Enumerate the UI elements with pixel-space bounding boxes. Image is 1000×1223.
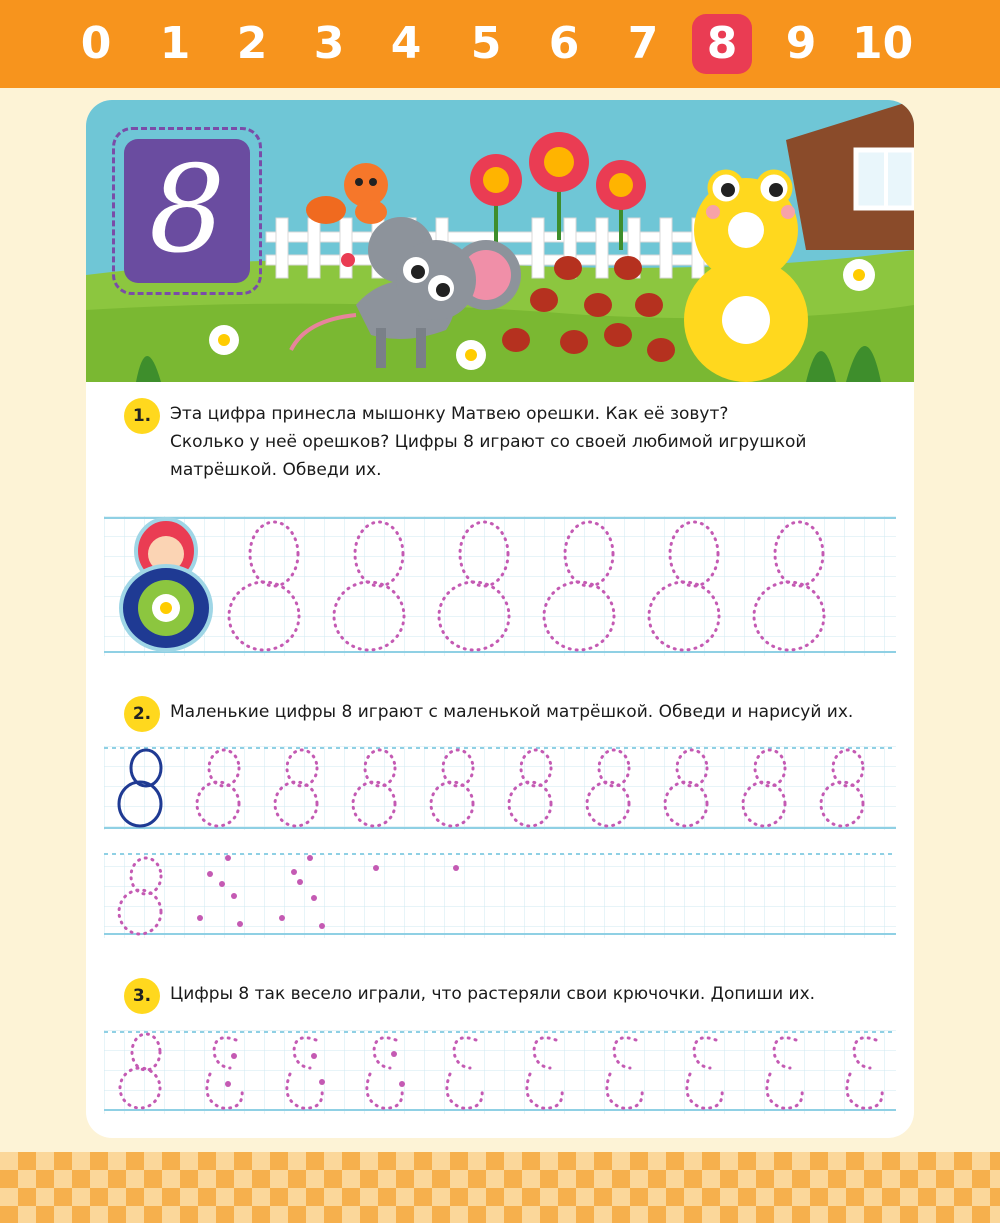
number-3[interactable]: 3 (313, 18, 345, 69)
task-3-badge: 3. (124, 978, 160, 1014)
number-4[interactable]: 4 (390, 18, 422, 69)
number-6[interactable]: 6 (548, 18, 580, 69)
number-5[interactable]: 5 (470, 18, 502, 69)
task-3-tracing-grid[interactable] (104, 1030, 896, 1114)
task-1-tracing-grid[interactable] (104, 516, 896, 656)
hero-digit: 8 (148, 141, 226, 280)
number-7[interactable]: 7 (627, 18, 659, 69)
task-3 (86, 978, 914, 1128)
checkered-footer (0, 1152, 1000, 1223)
worksheet-card (86, 100, 914, 1138)
task-2-tracing-grid[interactable] (104, 746, 896, 938)
number-10[interactable]: 10 (852, 18, 914, 69)
task-1-text: Эта цифра принесла мышонку Матвею орешки. Как её зовут? Сколько у неё орешков? Цифры 8 играют со своей любимой игрушкой матрёшкой. Обведи их. (170, 404, 807, 480)
task-1-badge: 1. (124, 398, 160, 434)
task-1 (86, 398, 914, 658)
number-1[interactable]: 1 (159, 18, 191, 69)
number-2[interactable]: 2 (236, 18, 268, 69)
task-2-text: Маленькие цифры 8 играют с маленькой матрёшкой. Обведи и нарисуй их. (170, 702, 854, 722)
number-0[interactable]: 0 (80, 18, 112, 69)
eight-character (684, 172, 808, 382)
hero-digit-tile (112, 127, 262, 295)
task-2 (86, 696, 914, 946)
task-2-badge: 2. (124, 696, 160, 732)
number-bar (0, 0, 1000, 88)
number-9[interactable]: 9 (785, 18, 817, 69)
number-8-active[interactable]: 8 (692, 14, 752, 74)
task-3-text: Цифры 8 так весело играли, что растеряли свои крючочки. Допиши их. (170, 984, 816, 1004)
